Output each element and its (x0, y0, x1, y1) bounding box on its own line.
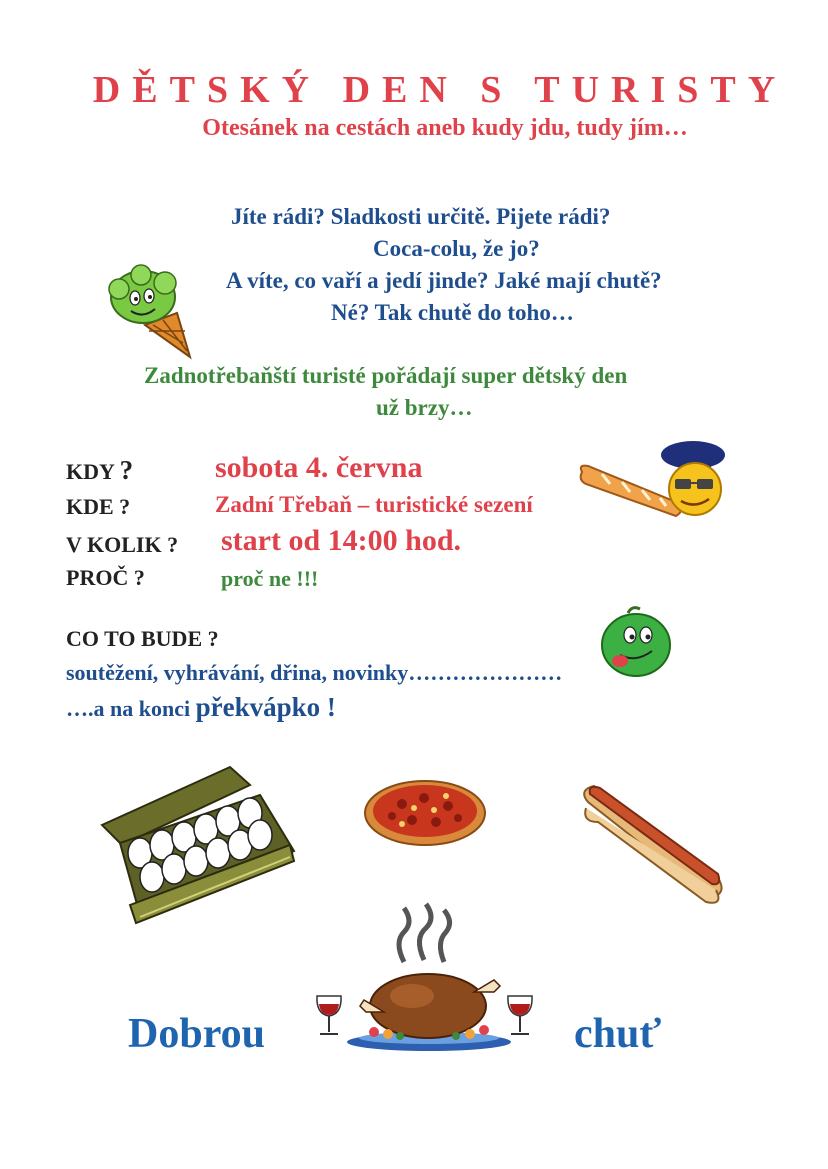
proc-value: proč ne !!! (221, 566, 319, 591)
kolik-label: V KOLIK ? (66, 532, 179, 557)
kolik-value: start od 14:00 hod. (221, 524, 462, 557)
wine-glass-icon (314, 994, 344, 1038)
kdy-label-text: KDY (66, 459, 115, 484)
kdy-question-mark: ? (119, 455, 134, 485)
program-line-2 (66, 692, 336, 723)
program-line-1: soutěžení, vyhrávání, dřina, novinky………………… (66, 660, 563, 685)
invite-line-2: už brzy… (376, 395, 473, 420)
egg-carton-icon (100, 765, 300, 930)
proc-label: PROČ ? (66, 565, 145, 590)
roast-turkey-icon (344, 902, 514, 1052)
kde-value: Zadní Třebaň – turistické sezení (215, 492, 533, 517)
intro-line-1: Jíte rádi? Sladkosti určitě. Pijete rádi? (231, 204, 611, 229)
pizza-icon (362, 778, 488, 848)
chef-smiley-icon (655, 437, 735, 527)
kdy-value: sobota 4. června (215, 451, 423, 484)
program-line-2-prefix: ….a na konci (66, 696, 196, 721)
page-title: DĚTSKÝ DEN S TURISTY (92, 69, 788, 111)
intro-line-2: Coca-colu, že jo? (373, 236, 540, 261)
surprise-word: překvápko (195, 692, 321, 722)
intro-line-3: A víte, co vaří a jedí jinde? Jaké mají chutě? (226, 268, 662, 293)
program-heading: CO TO BUDE ? (66, 626, 219, 651)
hotdog-icon (578, 782, 728, 907)
footer-left-word: Dobrou (128, 1011, 265, 1057)
page-subtitle: Otesánek na cestách aneb kudy jdu, tudy jím… (202, 115, 688, 141)
kdy-label (66, 455, 133, 486)
intro-line-4: Né? Tak chutě do toho… (331, 300, 574, 325)
ice-cream-icon (105, 265, 195, 360)
footer-right-word: chuť (574, 1011, 662, 1057)
kde-label: KDE ? (66, 494, 131, 519)
program-line-2-suffix: ! (320, 692, 336, 722)
invite-line-1: Zadnotřebaňští turisté pořádají super dětský den (144, 363, 628, 388)
apple-face-icon (596, 605, 676, 680)
